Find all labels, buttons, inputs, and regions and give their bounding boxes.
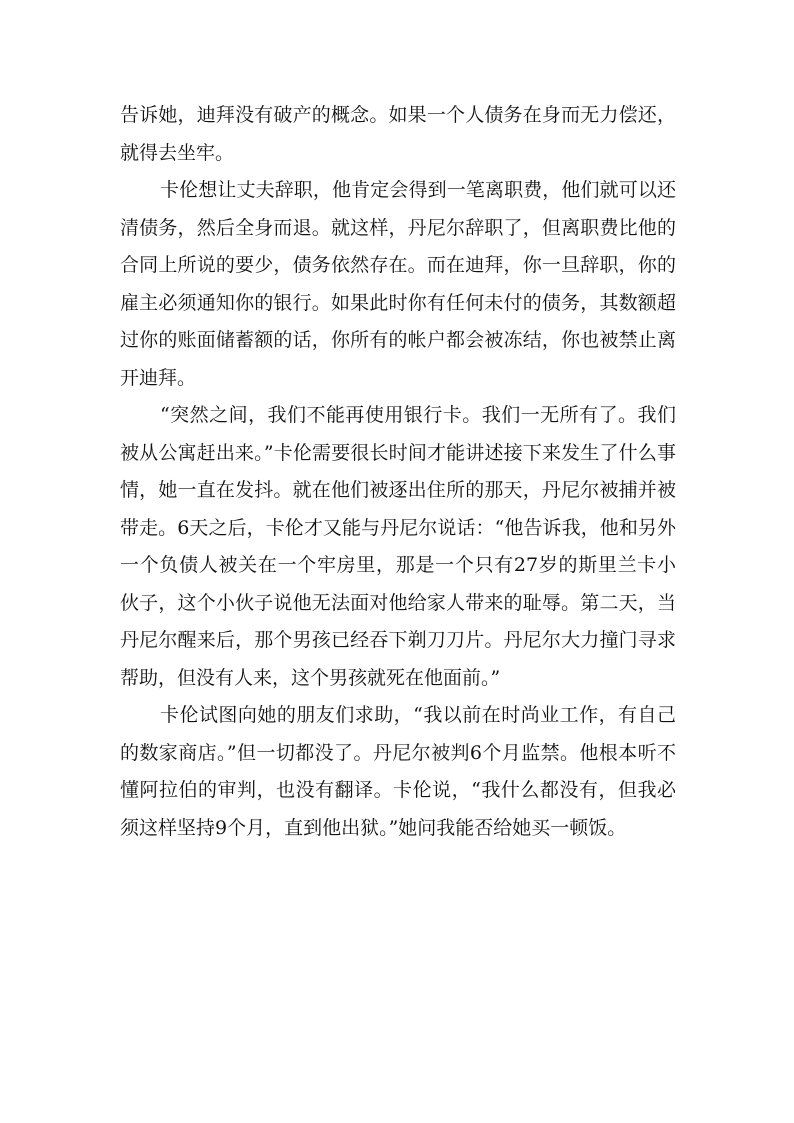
paragraph-3: “突然之间，我们不能再使用银行卡。我们一无所有了。我们被从公寓赶出来。”卡伦需要很长时间才能讲述接下来发生了什么事情，她一直在发抖。就在他们被逐出住所的那天，丹尼尔被捕并被带走。6天之后，卡伦才又能与丹尼尔说话：“他告诉我，他和另外一个负债人被关在一个牢房里，那是一个只有27岁的斯里兰卡小伙子，这个小伙子说他无法面对他给家人带来的耻辱。第二天，当丹尼尔醒来后，那个男孩已经吞下剃刀刀片。丹尼尔大力撞门寻求帮助，但没有人来，这个男孩就死在他面前。” — [120, 404, 676, 689]
body-text — [120, 97, 676, 847]
paragraph-4: 卡伦试图向她的朋友们求助，“我以前在时尚业工作，有自己的数家商店。”但一切都没了。丹尼尔被判6个月监禁。他根本听不懂阿拉伯的审判，也没有翻译。卡伦说，“我什么都没有，但我必须这样坚持9个月，直到他出狱。”她问我能否给她买一顿饭。 — [120, 704, 676, 839]
paragraph-1: 告诉她，迪拜没有破产的概念。如果一个人债务在身而无力偿还，就得去坐牢。 — [120, 104, 676, 164]
paragraph-2: 卡伦想让丈夫辞职，他肯定会得到一笔离职费，他们就可以还清债务，然后全身而退。就这样，丹尼尔辞职了，但离职费比他的合同上所说的要少，债务依然存在。而在迪拜，你一旦辞职，你的雇主必须通知你的银行。如果此时你有任何未付的债务，其数额超过你的账面储蓄额的话，你所有的帐户都会被冻结，你也被禁止离开迪拜。 — [120, 179, 676, 389]
